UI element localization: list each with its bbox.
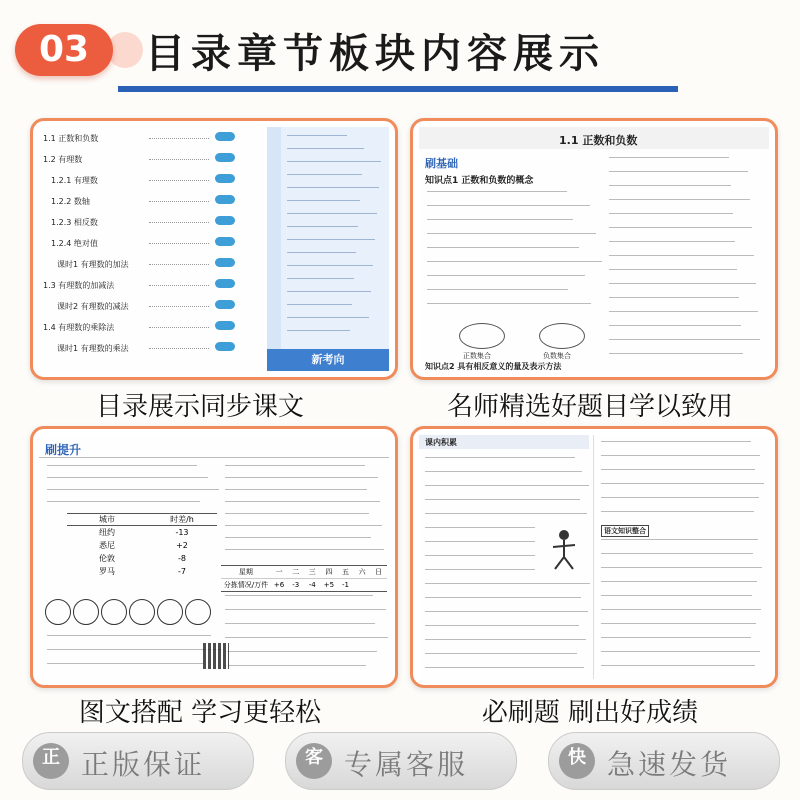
weekday-header-cell: 一 <box>275 568 283 576</box>
text-line <box>425 569 535 570</box>
shipping-icon: 快 <box>559 743 595 779</box>
caption-illustrated: 图文搭配 学习更轻松 <box>78 698 322 728</box>
text-line <box>425 611 588 612</box>
table-cell: 纽约 <box>99 528 115 537</box>
table-cell: 悉尼 <box>99 541 115 550</box>
toc-leader-dots <box>149 138 209 140</box>
title-underline <box>118 86 678 92</box>
toc-entry: 1.2.4 绝对值 <box>51 239 98 248</box>
side-text-line <box>287 291 371 292</box>
side-text-line <box>287 174 362 175</box>
text-line <box>225 525 382 526</box>
side-text-line <box>287 135 347 136</box>
clock-icon <box>185 599 211 625</box>
shipping-table <box>221 565 387 592</box>
text-line <box>427 219 573 220</box>
side-text-line <box>287 330 350 331</box>
text-line <box>425 653 577 654</box>
card-mustdo-preview <box>410 426 778 688</box>
text-line <box>609 283 756 284</box>
toc-level-badge <box>215 132 235 141</box>
text-line <box>609 339 760 340</box>
text-line <box>425 597 581 598</box>
pill-label: 专属客服 <box>344 748 469 781</box>
table-cell: +2 <box>176 541 188 550</box>
text-line <box>425 667 584 668</box>
text-line <box>601 623 756 624</box>
section-number-badge: 03 <box>15 24 113 76</box>
positive-set-circle <box>459 323 505 349</box>
table-cell: 罗马 <box>99 567 115 576</box>
text-line <box>47 501 200 502</box>
brush-label: 课内积累 <box>425 438 457 447</box>
card-practice-preview <box>410 118 778 380</box>
text-line <box>47 649 222 650</box>
text-line <box>601 511 754 512</box>
toc-list <box>39 127 265 371</box>
toc-entry: 1.3 有理数的加减法 <box>43 281 115 290</box>
toc-level-badge <box>215 216 235 225</box>
toc-leader-dots <box>149 159 209 161</box>
toc-entry: 课时2 有理数的减法 <box>57 302 129 311</box>
text-line <box>601 651 760 652</box>
toc-entry: 1.2 有理数 <box>43 155 83 164</box>
text-line <box>47 635 211 636</box>
toc-leader-dots <box>149 201 209 203</box>
text-line <box>225 609 386 610</box>
table-cell: -8 <box>178 554 186 563</box>
text-line <box>601 567 762 568</box>
toc-level-badge <box>215 237 235 246</box>
negative-set-label: 负数集合 <box>543 352 571 360</box>
qr-code-icon <box>203 643 229 669</box>
toc-level-badge <box>215 321 235 330</box>
text-line <box>427 247 579 248</box>
text-line <box>601 469 755 470</box>
text-line <box>609 241 735 242</box>
illustrated-page <box>39 435 389 679</box>
table-row <box>67 539 217 552</box>
text-line <box>425 541 535 542</box>
toc-leader-dots <box>149 327 209 329</box>
text-line <box>609 353 743 354</box>
weekday-value-cell: +6 <box>273 581 285 589</box>
toc-level-badge <box>215 153 235 162</box>
toc-entry: 1.1 正数和负数 <box>43 134 99 143</box>
text-line <box>427 261 602 262</box>
table-cell: -7 <box>178 567 186 576</box>
text-line <box>609 171 748 172</box>
side-text-line <box>287 317 369 318</box>
page-title: 目录章节板块内容展示 <box>145 31 605 77</box>
text-line <box>601 637 751 638</box>
pill-genuine[interactable] <box>22 732 254 790</box>
caption-practice: 名师精选好题目学以致用 <box>446 392 733 422</box>
toc-leader-dots <box>149 285 209 287</box>
toc-page <box>39 127 389 371</box>
table-row <box>67 526 217 539</box>
weekday-value-cell: -3 <box>292 581 300 589</box>
caption-mustdo: 必刷题 刷出好成绩 <box>481 698 699 728</box>
genuine-icon: 正 <box>33 743 69 779</box>
side-text-line <box>287 226 358 227</box>
text-line <box>425 457 575 458</box>
text-line <box>225 637 388 638</box>
text-line <box>609 227 752 228</box>
weekday-value-cell <box>370 579 387 591</box>
text-line <box>425 471 582 472</box>
text-line <box>609 311 758 312</box>
table-header-city: 城市 <box>99 515 115 524</box>
footer-guarantees <box>0 724 800 800</box>
text-line <box>427 303 591 304</box>
table-cell: -13 <box>175 528 189 537</box>
side-text-line <box>287 239 375 240</box>
text-line <box>427 205 590 206</box>
text-line <box>225 549 384 550</box>
section-header: 1.1 正数和负数 <box>559 134 638 147</box>
mustdo-page <box>419 435 769 679</box>
toc-level-badge <box>215 195 235 204</box>
text-line <box>609 185 731 186</box>
table-row <box>67 565 217 578</box>
text-line <box>601 665 755 666</box>
negative-set-circle <box>539 323 585 349</box>
toc-leader-dots <box>149 348 209 350</box>
toc-leader-dots <box>149 222 209 224</box>
clock-icon <box>129 599 155 625</box>
side-text-line <box>287 213 377 214</box>
clock-icon <box>157 599 183 625</box>
text-line <box>609 297 739 298</box>
text-line <box>225 501 380 502</box>
text-line <box>225 651 377 652</box>
text-line <box>225 489 367 490</box>
brush-label: 刷基础 <box>425 157 458 170</box>
side-text-line <box>287 161 381 162</box>
card-toc-preview <box>30 118 398 380</box>
text-line <box>425 499 580 500</box>
toc-leader-dots <box>149 264 209 266</box>
toc-level-badge <box>215 342 235 351</box>
weekday-header-cell: 六 <box>358 568 366 576</box>
caption-toc: 目录展示同步课文 <box>95 392 304 422</box>
text-line <box>609 255 754 256</box>
text-line <box>427 275 585 276</box>
toc-level-badge <box>215 174 235 183</box>
brush-label: 刷提升 <box>45 443 82 457</box>
toc-entry: 1.2.1 有理数 <box>51 176 98 185</box>
pill-shipping[interactable] <box>548 732 780 790</box>
side-text-line <box>287 148 364 149</box>
text-line <box>47 663 203 664</box>
text-line <box>601 609 761 610</box>
knowledge-point-1: 知识点1 正数和负数的概念 <box>425 176 534 186</box>
text-line <box>601 595 752 596</box>
side-text-line <box>287 200 360 201</box>
toc-level-badge <box>215 300 235 309</box>
table-cell: 伦敦 <box>99 554 115 563</box>
illustration-figure-icon <box>547 527 581 571</box>
card-illustrated-preview <box>30 426 398 688</box>
weekday-value-cell: -1 <box>341 581 349 589</box>
text-line <box>425 555 535 556</box>
text-line <box>225 623 375 624</box>
toc-entry: 1.4 有理数的乘除法 <box>43 323 115 332</box>
text-line <box>425 583 590 584</box>
toc-level-badge <box>215 279 235 288</box>
side-text-line <box>287 278 354 279</box>
toc-leader-dots <box>149 243 209 245</box>
header-banner <box>0 0 800 100</box>
text-line <box>225 513 369 514</box>
text-line <box>225 465 365 466</box>
weekday-value-cell: 分拣情况/万件 <box>223 581 269 589</box>
weekday-header-cell: 星期 <box>238 568 253 576</box>
side-text-line <box>287 187 379 188</box>
text-line <box>425 485 589 486</box>
text-line <box>427 233 596 234</box>
clock-icon <box>73 599 99 625</box>
text-line <box>609 157 729 158</box>
text-line <box>425 625 579 626</box>
pill-service[interactable] <box>285 732 517 790</box>
text-line <box>601 455 760 456</box>
text-line <box>609 269 737 270</box>
weekday-value-cell <box>354 579 371 591</box>
pill-label: 正版保证 <box>81 748 206 781</box>
text-line <box>225 537 371 538</box>
text-line <box>425 527 535 528</box>
toc-entry: 课时1 有理数的加法 <box>57 260 129 269</box>
text-line <box>225 477 378 478</box>
weekday-header-cell: 日 <box>375 568 383 576</box>
practice-page <box>419 127 769 371</box>
weekday-header-cell: 四 <box>325 568 333 576</box>
toc-entry: 课时1 有理数的乘法 <box>57 344 129 353</box>
clock-icon <box>45 599 71 625</box>
toc-level-badge <box>215 258 235 267</box>
text-line <box>425 639 586 640</box>
positive-set-label: 正数集合 <box>463 352 491 360</box>
text-line <box>225 595 373 596</box>
side-text-line <box>287 252 356 253</box>
side-text-line <box>287 304 352 305</box>
service-icon: 客 <box>296 743 332 779</box>
text-line <box>601 553 753 554</box>
text-line <box>601 497 759 498</box>
text-line <box>427 289 568 290</box>
weekday-header-cell: 三 <box>308 568 316 576</box>
weekday-header-cell: 二 <box>292 568 300 576</box>
text-line <box>601 483 764 484</box>
text-line <box>427 191 567 192</box>
text-line <box>609 199 750 200</box>
table-header-diff: 时差/h <box>170 515 194 524</box>
weekday-value-cell: +5 <box>323 581 335 589</box>
clock-row <box>45 599 215 625</box>
text-line <box>609 325 741 326</box>
toc-side-panel <box>267 127 389 371</box>
text-line <box>609 213 733 214</box>
clock-icon <box>101 599 127 625</box>
text-line <box>47 465 197 466</box>
table-row <box>67 552 217 565</box>
toc-leader-dots <box>149 180 209 182</box>
side-label: 新考向 <box>267 349 389 371</box>
text-line <box>601 539 758 540</box>
weekday-header-cell: 五 <box>341 568 349 576</box>
side-text-line <box>287 265 373 266</box>
weekday-value-cell: -4 <box>308 581 316 589</box>
toc-leader-dots <box>149 306 209 308</box>
text-line <box>601 581 757 582</box>
text-line <box>47 489 219 490</box>
text-line <box>47 477 208 478</box>
text-line <box>425 513 587 514</box>
knowledge-point-2: 知识点2 具有相反意义的量及表示方法 <box>425 362 562 371</box>
time-difference-table <box>67 513 217 578</box>
text-line <box>225 665 366 666</box>
right-heading: 语文知识整合 <box>601 525 649 537</box>
text-line <box>601 441 751 442</box>
pill-label: 急速发货 <box>607 748 732 781</box>
toc-entry: 1.2.2 数轴 <box>51 197 90 206</box>
toc-entry: 1.2.3 相反数 <box>51 218 98 227</box>
